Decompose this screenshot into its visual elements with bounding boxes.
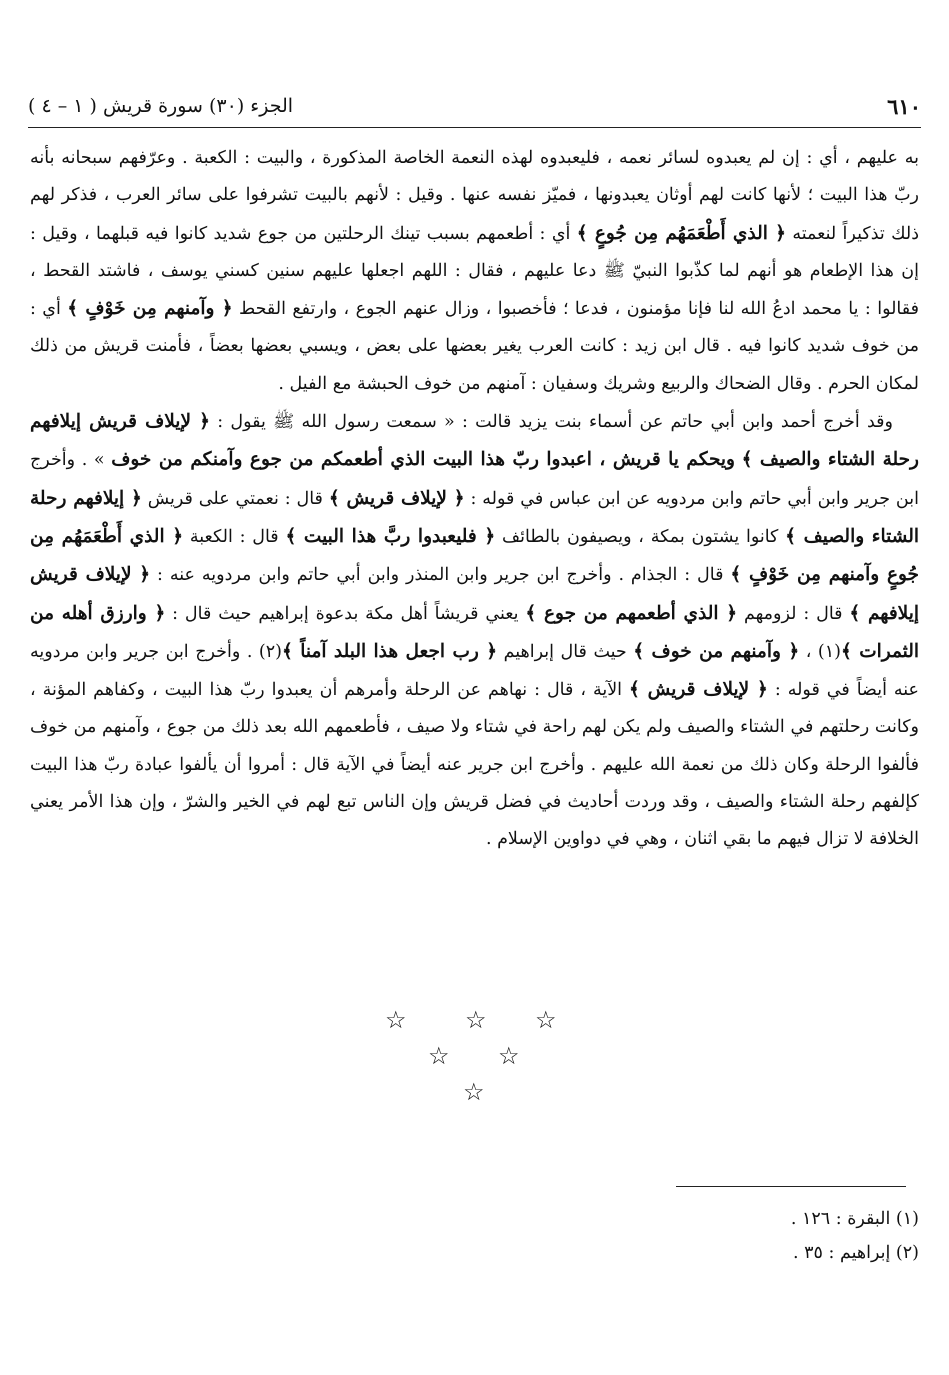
text-run: كانوا يشتون بمكة ، ويصيفون بالطائف <box>495 526 786 547</box>
quran-quote: ﴿ لإيلاف قريش ﴾ <box>328 487 465 509</box>
star-icon: ☆ <box>498 1042 520 1070</box>
body-text <box>30 140 919 859</box>
quran-quote: ﴿ الذي أطعمهم من جوع ﴾ <box>525 602 738 624</box>
quran-quote: ﴿ وآمنهم مِن خَوْفٍ ﴾ <box>67 298 233 320</box>
quran-quote: ويحكم يا قريش ، اعبدوا ربّ هذا البيت الذي أطعمكم من جوع وآمنكم من خوف <box>111 449 735 471</box>
ornament-stars <box>0 1000 949 1110</box>
paragraph <box>30 403 919 859</box>
text-run: قال : الكعبة <box>183 526 286 547</box>
quran-quote: ﴿ الذي أَطْعَمَهُم مِن جُوعٍ وآمنهم مِن خَوْفٍ ﴾ <box>30 525 919 586</box>
footnote-2: (٢) إبراهيم : ٣٥ . <box>792 1243 919 1263</box>
text-run: أي : أطعمهم بسبب تينك الرحلتين من جوع شديد كانوا فيه قبلهما ، وقيل : إن هذا الإطعام هو أنهم لما كذّبوا النبيّ ﷺ دعا عليهم ، فقال : اللهم اجعلها عليهم سنين كسني يوسف ، فاشتد القحط ، فقالوا : يا محمد ادعُ الله لنا فإنا مؤمنون ، فدعا ؛ فأخصبوا ، وزال عنهم الجوع ، وارتفع القحط <box>30 223 919 320</box>
star-icon: ☆ <box>385 1006 407 1034</box>
text-run: وقد أخرج أحمد وابن أبي حاتم عن أسماء بنت يزيد قالت : « سمعت رسول الله ﷺ يقول : <box>209 412 893 433</box>
header-divider <box>28 127 921 128</box>
text-run: به عليهم ، أي : إن لم يعبدوه لسائر نعمه ، فليعبدوه لهذه النعمة الخاصة المذكورة ، والبيت : الكعبة . وعرّفهم سبحانه بأنه ربّ هذا البيت ؛ لأنها كانت لهم أوثان يعبدونها ، فميّز نفسه عنها . وقيل : لأنهم بالبيت تشرفوا على سائر العرب ، فذكر لهم ذلك تذكيراً لنعمته <box>30 148 919 244</box>
footnote-1: (١) البقرة : ١٢٦ . <box>790 1209 919 1229</box>
quran-quote: ﴿ الذي أَطْعَمَهُم مِن جُوعٍ ﴾ <box>576 222 786 244</box>
star-icon: ☆ <box>463 1078 485 1106</box>
quran-quote: ﴿ إيلافهم رحلة الشتاء والصيف ﴾ <box>30 487 919 547</box>
star-icon: ☆ <box>428 1042 450 1070</box>
text-run: (١) ، <box>799 641 841 662</box>
text-run: يعني قريشاً أهل مكة بدعوة إبراهيم حيث قال : <box>165 603 526 624</box>
text-run: حيث قال إبراهيم <box>497 641 634 662</box>
quran-quote: ﴿ وآمنهم من خوف ﴾ <box>633 640 800 662</box>
star-icon: ☆ <box>465 1006 487 1034</box>
quran-quote: ﴿ فليعبدوا ربَّ هذا البيت ﴾ <box>285 525 496 547</box>
text-run: قال : الجذام . وأخرج ابن جرير وابن المنذر وابن أبي حاتم وابن مردويه عنه : <box>150 565 731 586</box>
paragraph <box>30 140 919 403</box>
quran-quote: ﴿ لإيلاف قريش إيلافهم رحلة الشتاء والصيف ﴾ <box>30 411 919 471</box>
footnotes <box>791 1202 919 1270</box>
running-title: الجزء (٣٠) سورة قريش ( ١ – ٤ ) <box>28 95 294 117</box>
page-header <box>28 88 921 124</box>
quran-quote: ﴿ لإيلاف قريش ﴾ <box>629 679 768 701</box>
quran-quote: ﴿ وارزق أهله من الثمرات ﴾ <box>30 602 920 662</box>
page-number: ٦١٠ <box>887 93 921 119</box>
quran-quote: ﴿ رب اجعل هذا البلد آمناً ﴾ <box>281 640 498 662</box>
text-run: » . وأخرج ابن جرير وابن أبي حاتم وابن مردويه عن ابن عباس في قوله : <box>30 450 919 509</box>
text-run: قال : لزومهم <box>737 603 850 624</box>
footnote-divider <box>676 1186 906 1187</box>
text-run: قال : نعمتي على قريش <box>141 488 329 509</box>
text-run <box>735 450 742 470</box>
text-run: الآية ، قال : نهاهم عن الرحلة وأمرهم أن يعبدوا ربّ هذا البيت ، وكفاهم المؤنة ، وكانت رحلتهم في الشتاء والصيف ولم يكن لهم راحة في شتاء ولا صيف ، فأطعمهم الله بعد ذلك من جوع ، وآمنهم من خوف فألفوا الرحلة وكان ذلك من نعمة الله عليهم . وأخرج ابن جرير عنه أيضاً في الآية قال : أمروا أن يألفوا عبادة ربّ هذا البيت كإلفهم رحلة الشتاء والصيف ، وقد وردت أحاديث في فضل قريش وإن الناس تبع لهم في الخير والشرّ ، وإن هذا الأمر يعني الخلافة لا تزال فيهم ما بقي اثنان ، وهي في دواوين الإسلام . <box>30 680 919 850</box>
quran-quote: ﴿ لإيلاف قريش إيلافهم ﴾ <box>30 564 919 624</box>
text-run: أي : من خوف شديد كانوا فيه . قال ابن زيد : كانت العرب يغير بعضها على بعض ، ويسبي بعضها بعضاً ، فأمنت قريش من ذلك لمكان الحرم . وقال الضحاك والربيع وشريك وسفيان : آمنهم من خوف الحبشة مع الفيل . <box>30 299 919 394</box>
star-icon: ☆ <box>535 1006 557 1034</box>
text-run: (٢) . وأخرج ابن جرير وابن مردويه عنه أيضاً في قوله : <box>30 641 919 701</box>
